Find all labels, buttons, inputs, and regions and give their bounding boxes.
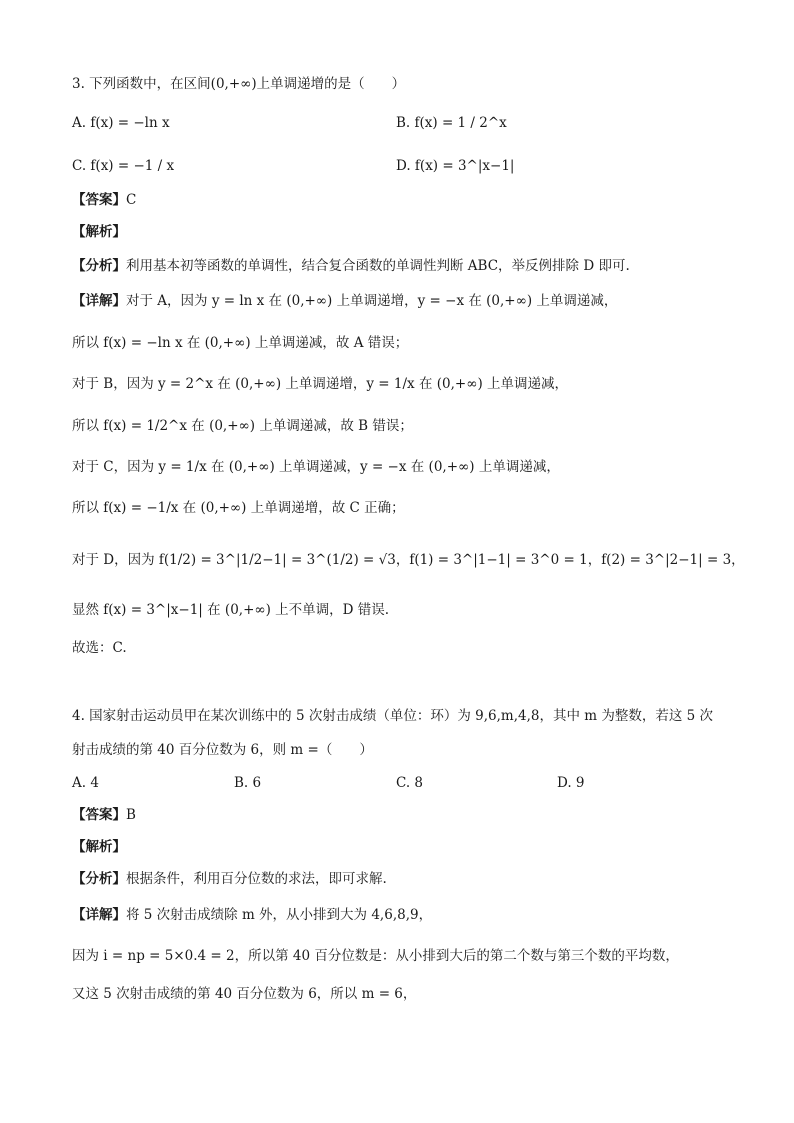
q4-option-d: D. 9 <box>557 775 585 791</box>
q4-detail-line-2: 因为 i = np = 5×0.4 = 2，所以第 40 百分位数是：从小排到大后的第二个数与第三个数的平均数， <box>72 948 679 964</box>
q4-answer-label: 【答案】 <box>72 807 126 823</box>
q3-option-a: A. f(x) = −ln x <box>72 115 170 131</box>
q3-option-c: C. f(x) = −1 / x <box>72 158 175 174</box>
q4-fenxi: 根据条件，利用百分位数的求法，即可求解. <box>126 871 387 887</box>
q3-fenxi-row <box>72 256 630 276</box>
q4-option-b: B. 6 <box>234 775 262 791</box>
q4-fenxi-label: 【分析】 <box>72 871 126 887</box>
q4-option-c: C. 8 <box>396 775 424 791</box>
q3-detail-line-8: 显然 f(x) = 3^|x−1| 在 (0,+∞) 上不单调，D 错误. <box>72 602 390 618</box>
q4-answer: B <box>126 807 136 823</box>
q3-answer-row <box>72 190 136 210</box>
q3-option-b: B. f(x) = 1 / 2^x <box>396 115 507 131</box>
q4-stem-line-1: 4. 国家射击运动员甲在某次训练中的 5 次射击成绩（单位：环）为 9,6,m,4,8，其中 m 为整数，若这 5 次 <box>72 708 714 724</box>
q4-analysis-label <box>72 837 126 857</box>
q4-detail-label: 【详解】 <box>72 907 126 923</box>
q3-detail-line-5: 对于 C，因为 y = 1/x 在 (0,+∞) 上单调递减，y = −x 在 (0,+∞) 上单调递减， <box>72 459 560 475</box>
q4-detail-line-3: 又这 5 次射击成绩的第 40 百分位数为 6，所以 m = 6， <box>72 986 417 1002</box>
q3-detail-line-2: 所以 f(x) = −ln x 在 (0,+∞) 上单调递减，故 A 错误； <box>72 335 409 351</box>
q3-fenxi-label: 【分析】 <box>72 258 126 274</box>
q4-detail-row <box>72 905 432 925</box>
q4-answer-row <box>72 805 136 825</box>
q3-analysis-tag: 【解析】 <box>72 224 126 240</box>
q3-detail-row <box>72 291 617 311</box>
q3-detail-line-6: 所以 f(x) = −1/x 在 (0,+∞) 上单调递增，故 C 正确； <box>72 500 405 516</box>
q3-detail-line-7: 对于 D，因为 f(1/2) = 3^|1/2−1| = 3^(1/2) = √3，f(1) = 3^|1−1| = 3^0 = 1，f(2) = 3^|2−1| = 3， <box>72 552 745 568</box>
q4-detail-line-1: 将 5 次射击成绩除 m 外，从小排到大为 4,6,8,9， <box>126 907 433 923</box>
q3-detail-line-1: 对于 A，因为 y = ln x 在 (0,+∞) 上单调递增，y = −x 在 (0,+∞) 上单调递减， <box>126 293 618 309</box>
q3-analysis-label <box>72 222 126 242</box>
q4-stem-line-2: 射击成绩的第 40 百分位数为 6，则 m =（ ） <box>72 742 373 758</box>
q3-fenxi: 利用基本初等函数的单调性，结合复合函数的单调性判断 ABC，举反例排除 D 即可. <box>126 258 630 274</box>
q3-answer-label: 【答案】 <box>72 192 126 208</box>
q3-detail-label: 【详解】 <box>72 293 126 309</box>
q3-detail-line-3: 对于 B，因为 y = 2^x 在 (0,+∞) 上单调递增，y = 1/x 在 (0,+∞) 上单调递减， <box>72 376 568 392</box>
q3-answer: C <box>126 192 137 208</box>
q3-detail-line-4: 所以 f(x) = 1/2^x 在 (0,+∞) 上单调递减，故 B 错误； <box>72 418 413 434</box>
q3-conclusion: 故选：C. <box>72 640 127 656</box>
q4-analysis-tag: 【解析】 <box>72 839 126 855</box>
q3-stem: 3. 下列函数中，在区间(0,+∞)上单调递增的是（ ） <box>72 76 406 92</box>
q4-option-a: A. 4 <box>72 775 99 791</box>
q4-fenxi-row <box>72 869 387 889</box>
q3-option-d: D. f(x) = 3^|x−1| <box>396 158 515 174</box>
